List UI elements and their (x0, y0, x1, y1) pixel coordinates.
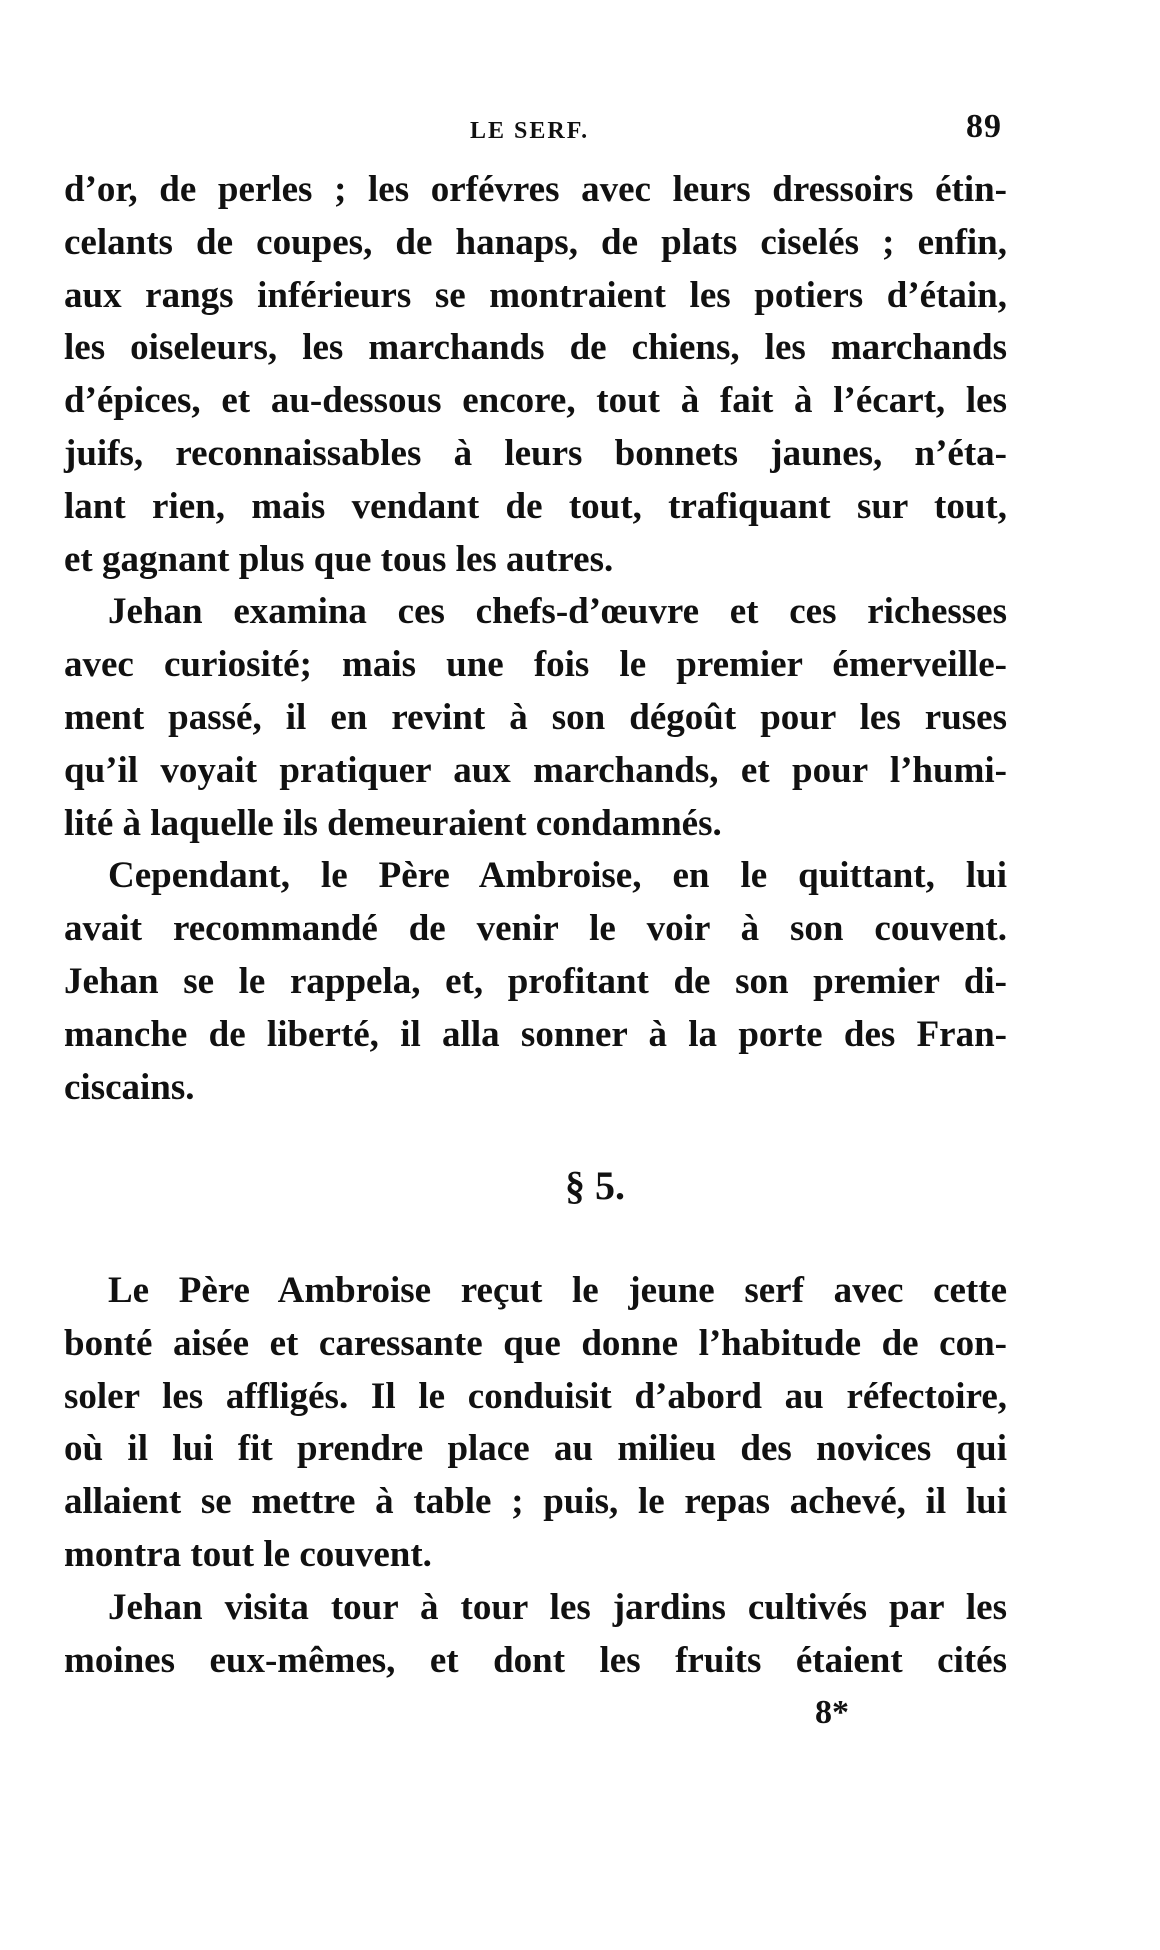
text-line: allaient se mettre à table ; puis, le repas achevé, il lui (64, 1481, 1007, 1523)
text-block-2 (64, 1265, 1007, 1687)
text-line: ment passé, il en revint à son dégoût pour les ruses (64, 696, 1007, 738)
text-line: Cependant, le Père Ambroise, en le quittant, lui (108, 855, 1007, 897)
text-line: celants de coupes, de hanaps, de plats ciselés ; enfin, (64, 221, 1007, 263)
text-line: et gagnant plus que tous les autres. (64, 538, 614, 580)
page-number: 89 (966, 108, 1002, 145)
text-line: Le Père Ambroise reçut le jeune serf avec cette (108, 1270, 1007, 1311)
text-block-1 (64, 164, 1007, 1114)
running-title: LE SERF. (470, 118, 590, 144)
section-heading: § 5. (565, 1163, 625, 1208)
text-line: lant rien, mais vendant de tout, trafiquant sur tout, (64, 485, 1007, 527)
text-line: montra tout le couvent. (64, 1533, 432, 1575)
text-line: moines eux-mêmes, et dont les fruits étaient cités (64, 1639, 1007, 1681)
text-line: soler les affligés. Il le conduisit d’abord au réfectoire, (64, 1375, 1007, 1417)
text-line: manche de liberté, il alla sonner à la porte des Fran- (64, 1013, 1007, 1055)
text-line: qu’il voyait pratiquer aux marchands, et pour l’humi- (64, 749, 1007, 791)
text-line: avec curiosité; mais une fois le premier émerveille- (64, 644, 1007, 686)
text-line: ciscains. (64, 1066, 195, 1108)
text-line: juifs, reconnaissables à leurs bonnets jaunes, n’éta- (64, 432, 1007, 474)
text-line: aux rangs inférieurs se montraient les potiers d’étain, (64, 274, 1007, 316)
text-line: lité à laquelle ils demeuraient condamnés. (64, 802, 722, 844)
text-line: bonté aisée et caressante que donne l’habitude de con- (64, 1322, 1007, 1364)
text-line: les oiseleurs, les marchands de chiens, les marchands (64, 327, 1007, 369)
text-line: d’épices, et au-dessous encore, tout à fait à l’écart, les (64, 380, 1007, 422)
text-line: avait recommandé de venir le voir à son couvent. (64, 908, 1007, 950)
text-line: Jehan examina ces chefs-d’œuvre et ces richesses (108, 591, 1007, 633)
text-line: d’or, de perles ; les orfévres avec leurs dressoirs étin- (64, 169, 1007, 210)
text-line: Jehan visita tour à tour les jardins cultivés par les (108, 1586, 1007, 1628)
text-line: où il lui fit prendre place au milieu des novices qui (64, 1428, 1007, 1470)
signature-mark: 8* (815, 1694, 849, 1731)
text-line: Jehan se le rappela, et, profitant de son premier di- (64, 960, 1007, 1002)
